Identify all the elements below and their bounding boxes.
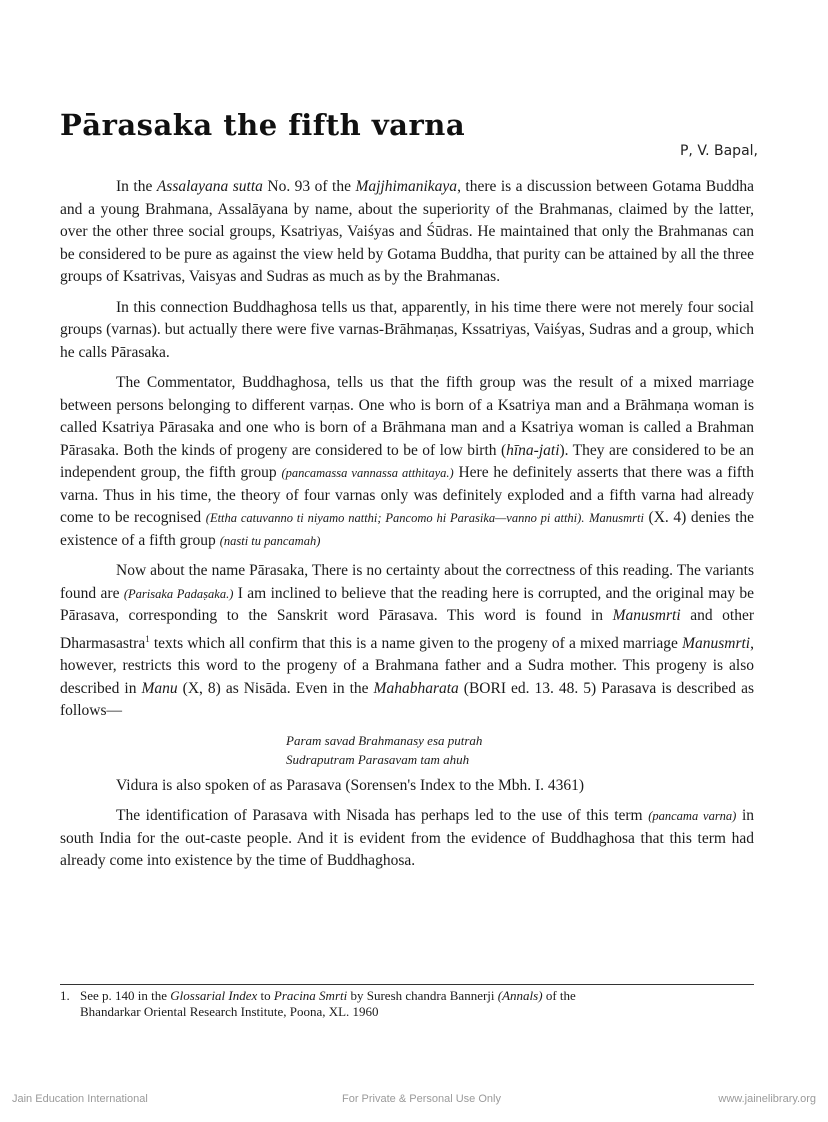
- paragraph-3: The Commentator, Buddhaghosa, tells us that the fifth group was the result of a mixed marriage between persons belonging to different varṇas. One who is born of a Ksatriya man and a Brāhmaṇa woman is called Ksatriya Pārasaka and one who is born of a Brāhmana man and a Ksatriya woman is called a Brahman Pārasaka. Both the kinds of progeny are considered to be of low birth (hīna-jati). They are considered to be an independent group, the fifth group (pancamassa vannassa atthitaya.) Here he definitely asserts that there was a fifth varna. Thus in his time, the theory of four varnas only was definitely exploded and a fifth varna had already come to be recognised (Ettha catuvanno ti niyamo natthi; Pancomo hi Parasika—vanno pi atthi). Manusmrti (X. 4) denies the existence of a fifth group (nasti tu pancamah): [60, 374, 754, 549]
- author-name: P, V. Bapal,: [679, 143, 758, 159]
- verse-line: Param savad Brahmanasy esa putrah: [286, 732, 483, 748]
- paragraph-1: In the Assalayana sutta No. 93 of the Majjhimanikaya, there is a discussion between Gotama Buddha and a young Brahmana, Assalāyana by name, about the superiority of the Brahmanas, claimed by the latter, over the other three social groups, Ksatriyas, Vaiśyas and Śūdras. He maintained that only the Brahmanas can be considered to be pure as against the view held by Gotama Buddha, that purity can be attained by all the three groups of Ksatrivas, Vaisyas and Sudras as much as by the Brahmanas.: [60, 178, 754, 285]
- page-title: Pārasaka the fifth varna: [60, 108, 466, 142]
- footnote-divider: [60, 984, 754, 985]
- footer-website-link[interactable]: www.jainelibrary.org: [718, 1093, 816, 1105]
- footer-publisher: Jain Education International: [12, 1093, 148, 1105]
- verse-quote: [60, 731, 754, 769]
- article-body: [60, 176, 754, 881]
- paragraph-2: In this connection Buddhaghosa tells us that, apparently, in his time there were not merely four social groups (varnas). but actually there were five varnas-Brāhmaṇas, Kssatriyas, Vaiśyas, Sudras and a group, which he calls Pārasaka.: [60, 298, 754, 361]
- footer-usage-note: For Private & Personal Use Only: [342, 1093, 501, 1105]
- paragraph-4: Now about the name Pārasaka, There is no certainty about the correctness of this reading. The variants found are (Parisaka Padaṣaka.) I am inclined to believe that the reading here is corrupted, and the original may be Pārasava, corresponding to the Sanskrit word Pārasava. This word is found in Manusmrti and other Dharmasastra$^1$ texts which all confirm that this is a name given to the progeny of a mixed marriage Manusmrti, however, restricts this word to the progeny of a Brahmana father and a Sudra mother. This progeny is also described in Manu (X, 8) as Nisāda. Even in the Mahabharata (BORI ed. 13. 48. 5) Parasava is described as follows—: [60, 562, 754, 720]
- paragraph-6: The identification of Parasava with Nisada has perhaps led to the use of this term (pancama varna) in south India for the out-caste people. And it is evident from the evidence of Buddhaghosa that this term had already come into existence by the time of Buddhaghosa.: [60, 807, 754, 870]
- footnote: 1. See p. 140 in the Glossarial Index to Pracina Smrti by Suresh chandra Bannerji (Annals) of the Bhandarkar Oriental Research Institute, Poona, XL. 1960: [60, 988, 576, 1019]
- paragraph-5: Vidura is also spoken of as Parasava (Sorensen's Index to the Mbh. I. 4361): [116, 776, 585, 794]
- verse-line: Sudraputram Parasavam tam ahuh: [286, 751, 470, 767]
- footnote-number: 1.: [60, 988, 70, 1003]
